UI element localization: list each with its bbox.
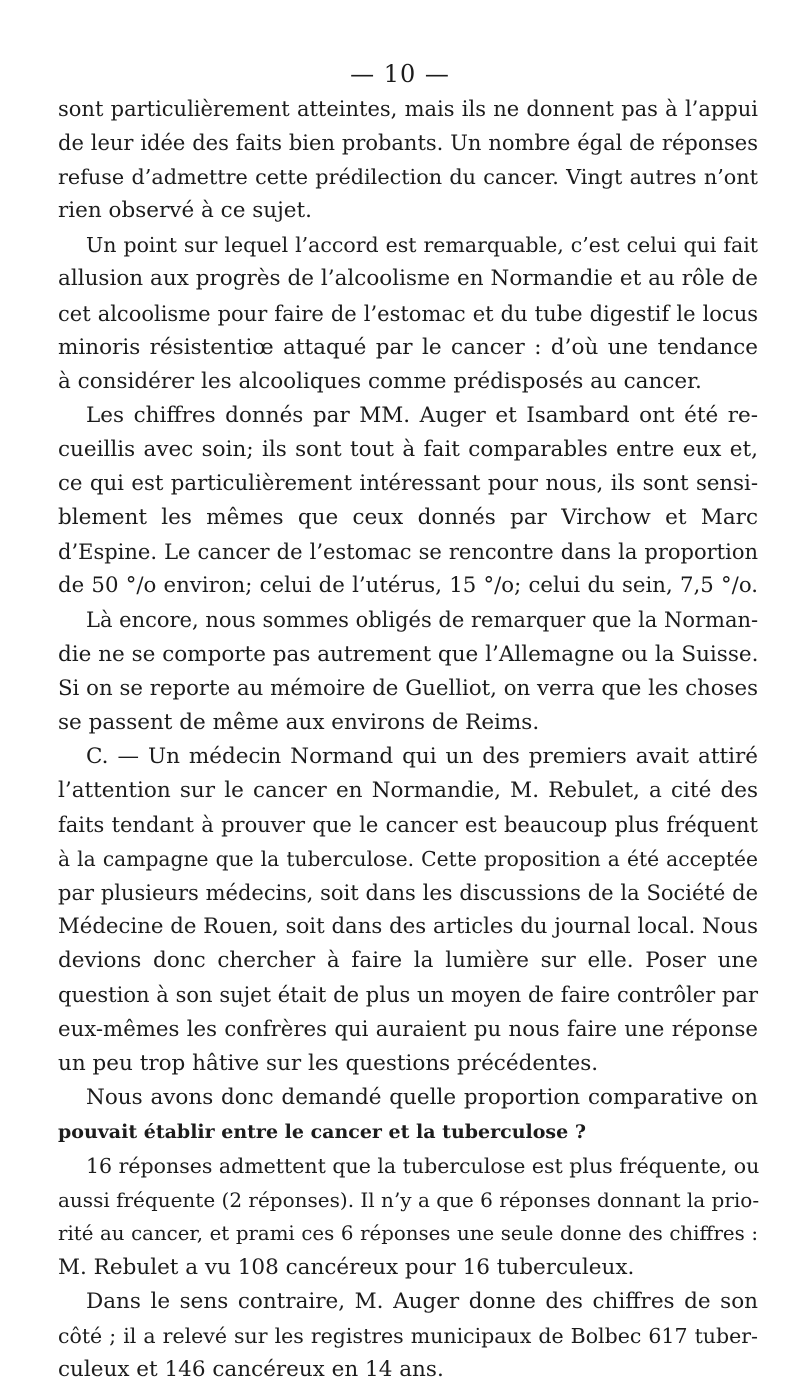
- text-line: eux-mêmes les confrères qui auraient pu nous faire une réponse: [58, 1016, 758, 1042]
- text-line: Dans le sens contraire, M. Auger donne des chiffres de son: [86, 1289, 758, 1315]
- text-line: ce qui est particulièrement intéressant pour nous, ils sont sensi-: [58, 471, 758, 497]
- page-number: — 10 —: [350, 60, 450, 88]
- text-line: rité au cancer, et prami ces 6 réponses une seule donne des chiffres :: [58, 1222, 758, 1246]
- text-line: die ne se comporte pas autrement que l’Allemagne ou la Suisse.: [58, 641, 759, 667]
- text-line: sont particulièrement atteintes, mais ils ne donnent pas à l’appui: [58, 97, 758, 121]
- text-line: Là encore, nous sommes obligés de remarquer que la Norman-: [86, 608, 759, 633]
- text-line: culeux et 146 cancéreux en 14 ans.: [58, 1357, 444, 1383]
- text-line: blement les mêmes que ceux donnés par Virchow et Marc: [58, 505, 758, 531]
- text-line: un peu trop hâtive sur les questions précédentes.: [58, 1050, 599, 1076]
- text-line: à la campagne que la tuberculose. Cette proposition a été acceptée: [58, 847, 758, 872]
- text-line: Un point sur lequel l’accord est remarquable, c’est celui qui fait: [86, 233, 758, 258]
- text-line: C. — Un médecin Normand qui un des premiers avait attiré: [86, 743, 758, 769]
- text-line: l’attention sur le cancer en Normandie, M. Rebulet, a cité des: [58, 777, 758, 803]
- text-line: Médecine de Rouen, soit dans des articles du journal local. Nous: [58, 914, 758, 940]
- text-line: minoris résistentiœ attaqué par le cancer : d’où une tendance: [58, 334, 758, 360]
- text-line: de leur idée des faits bien probants. Un nombre égal de réponses: [58, 131, 758, 156]
- text-line: faits tendant à prouver que le cancer est beaucoup plus fréquent: [58, 812, 758, 837]
- text-line: refuse d’admettre cette prédilection du cancer. Vingt autres n’ont: [58, 165, 758, 190]
- text-line: à considérer les alcooliques comme prédisposés au cancer.: [58, 368, 702, 394]
- text-line: Si on se reporte au mémoire de Guelliot, on verra que les choses: [58, 675, 758, 701]
- body-text: [58, 92, 758, 1388]
- text-line: rien observé à ce sujet.: [58, 198, 313, 224]
- text-line: question à son sujet était de plus un moyen de faire contrôler par: [58, 983, 758, 1008]
- text-line: côté ; il a relevé sur les registres municipaux de Bolbec 617 tuber-: [58, 1324, 758, 1349]
- text-line: aussi fréquente (2 réponses). Il n’y a que 6 réponses donnant la prio-: [58, 1188, 760, 1212]
- text-line: devions donc chercher à faire la lumière sur elle. Poser une: [58, 948, 758, 974]
- text-line: se passent de même aux environs de Reims.: [58, 709, 540, 735]
- text-line: Les chiffres donnés par MM. Auger et Isambard ont été re-: [86, 402, 758, 428]
- text-line: cet alcoolisme pour faire de l’estomac et du tube digestif le locus: [58, 301, 758, 326]
- text-line: M. Rebulet a vu 108 cancéreux pour 16 tuberculeux.: [58, 1255, 635, 1281]
- text-line: cueillis avec soin; ils sont tout à fait comparables entre eux et,: [58, 436, 758, 462]
- text-line: 16 réponses admettent que la tuberculose est plus fréquente, ou: [86, 1153, 760, 1178]
- text-line: d’Espine. Le cancer de l’estomac se rencontre dans la proportion: [58, 540, 758, 565]
- text-line: allusion aux progrès de l’alcoolisme en Normandie et au rôle de: [58, 266, 758, 292]
- text-line: par plusieurs médecins, soit dans les discussions de la Société de: [58, 881, 758, 906]
- text-line: pouvait établir entre le cancer et la tuberculose ?: [58, 1120, 586, 1143]
- text-line: de 50 °/o environ; celui de l’utérus, 15 °/o; celui du sein, 7,5 °/o.: [58, 573, 758, 599]
- text-line: Nous avons donc demandé quelle proportion comparative on: [86, 1084, 758, 1110]
